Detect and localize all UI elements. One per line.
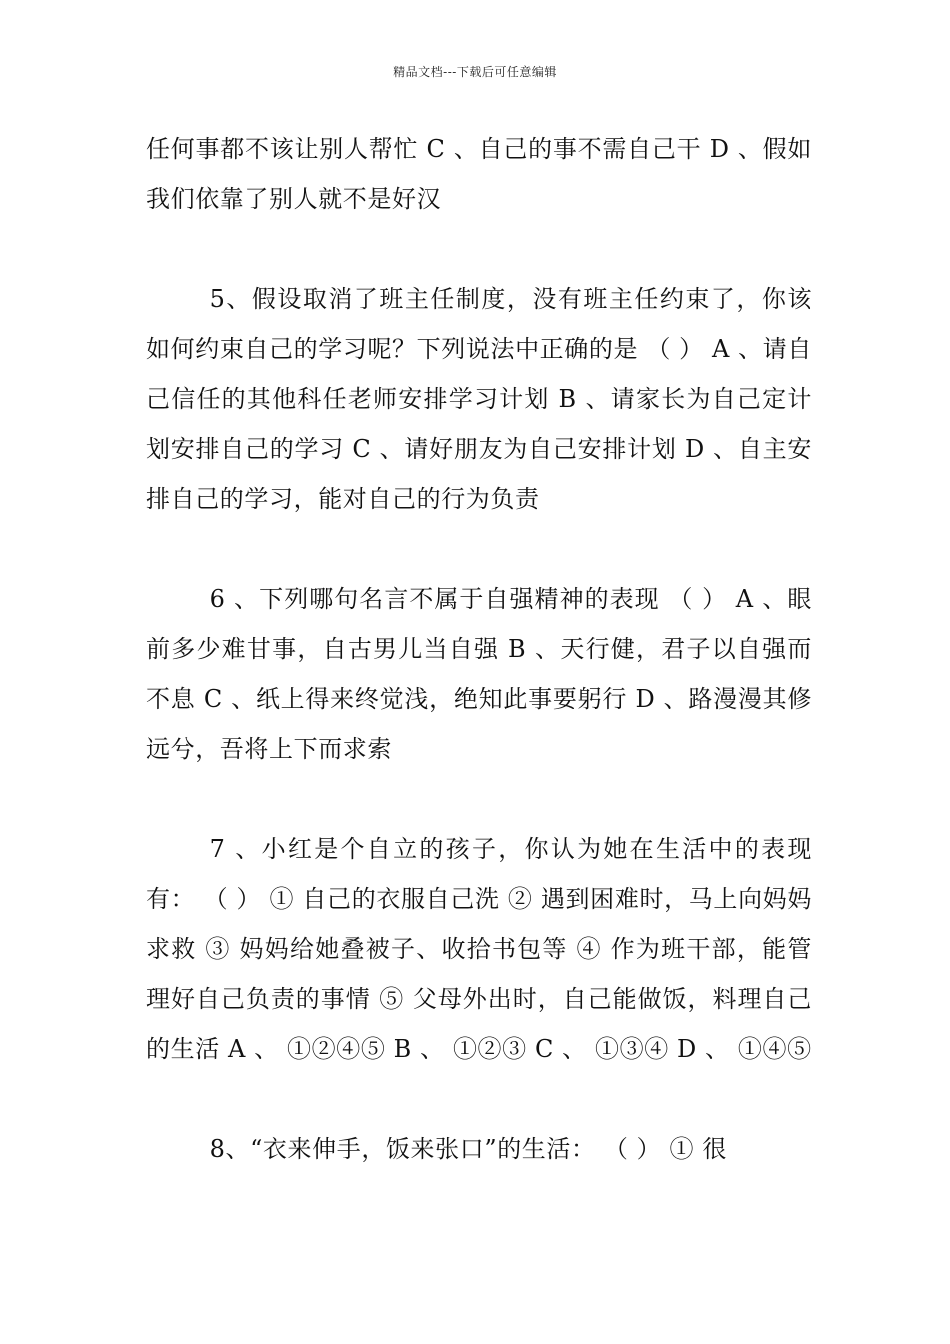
paragraph-question-5: 5、假设取消了班主任制度，没有班主任约束了，你该如何约束自己的学习呢？下列说法中正确的是 （ ） A 、请自己信任的其他科任老师安排学习计划 B 、请家长为自己定计划安排自己的学习 C 、请好朋友为自己安排计划 D 、自主安排自己的学习，能对自己的行为负责 bbox=[146, 285, 812, 513]
paragraph-question-6: 6 、下列哪句名言不属于自强精神的表现 （ ） A 、眼前多少难甘事，自古男儿当自强 B 、天行健，君子以自强而不息 C 、纸上得来终觉浅，绝知此事要躬行 D 、路漫漫其修远兮，吾将上下而求索 bbox=[146, 585, 812, 763]
paragraph-question-7: 7 、小红是个自立的孩子，你认为她在生活中的表现有： （ ） ① 自己的衣服自己洗 ② 遇到困难时，马上向妈妈求救 ③ 妈妈给她叠被子、收拾书包等 ④ 作为班干部，能管理好自己负责的事情 ⑤ 父母外出时，自己能做饭，料理自己的生活 A 、 ①②④⑤ B 、 ①②③ C 、 ①③④ D 、 ①④⑤ bbox=[146, 835, 812, 1063]
paragraph-question-8: 8、“衣来伸手，饭来张口”的生活： （ ） ① 很 bbox=[209, 1135, 727, 1163]
document-body bbox=[146, 124, 812, 1224]
paragraph-question-4-continued: 任何事都不该让别人帮忙 C 、自己的事不需自己干 D 、假如我们依靠了别人就不是好汉 bbox=[146, 135, 812, 213]
page-header: 精品文档---下载后可任意编辑 bbox=[393, 65, 557, 79]
